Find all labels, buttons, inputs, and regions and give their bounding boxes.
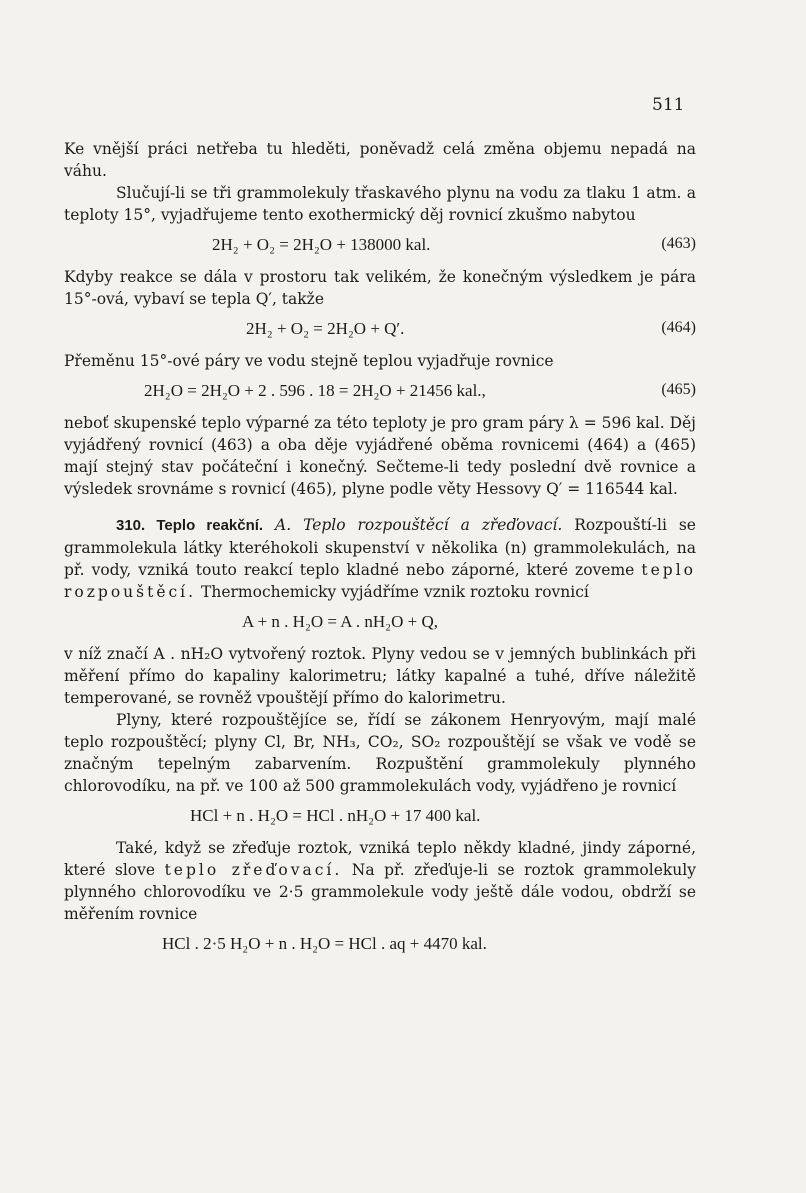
paragraph: Ke vnější práci netřeba tu hleděti, poněvadž celá změna objemu nepadá na váhu. — [64, 140, 696, 180]
paragraph: neboť skupenské teplo výparné za této teploty je pro gram páry λ = 596 kal. Děj vyjádřený rovnicí (463) a oba děje vyjádřené oběma rovnicemi (464) a (465) mají stejný stav počáteční i konečný. Sečteme-li tedy poslední dvě rovnice a výsledek srovnáme s rovnicí (465), plyne podle věty Hessovy Q′ = 116544 kal. — [64, 414, 696, 498]
equation-formula: 2H₂ + O₂ = 2H₂O + Q′. — [246, 319, 405, 338]
paragraph: Přeměnu 15°-ové páry ve vodu stejně teplou vyjadřuje rovnice — [64, 352, 554, 370]
spaced-term: teplo zřeďovací. — [164, 861, 343, 879]
equation-number: (464) — [661, 319, 696, 336]
equation-number: (463) — [661, 235, 696, 252]
text-run: Na př. zřeďuje-li se roztok grammolekuly plynného chlorovodíku ve 2·5 grammolekule vody ještě dále vodou, obdrží se měřením rovnice — [64, 861, 696, 923]
paragraph: Plyny, které rozpouštějíce se, řídí se zákonem Henryovým, mají malé teplo rozpouštěcí; plyny Cl, Br, NH₃, CO₂, SO₂ rozpouštějí se však ve vodě se značným tepelným zabarvením. Rozpuštění grammolekuly plynného chlorovodíku, na př. ve 100 až 500 grammolekulách vody, vyjádřeno je rovnicí — [64, 711, 696, 795]
equation-number: (465) — [661, 381, 696, 398]
section-310-paragraph — [64, 514, 696, 603]
section-subheading: A. Teplo rozpouštěcí a zřeďovací. — [275, 516, 563, 534]
section-heading: 310. Teplo reakční. — [116, 517, 264, 534]
equation-465 — [64, 372, 696, 412]
equation-463 — [64, 226, 696, 266]
paragraph: v níž značí A . nH₂O vytvořený roztok. Plyny vedou se v jemných bublinkách při měření přímo do kapaliny kalorimetru; látky kapalné a tuhé, dříve náležitě temperované, se rovněž vpouštějí přímo do kalorimetru. — [64, 645, 696, 707]
page-number: 511 — [652, 95, 685, 115]
equation-hcl-dissolution — [64, 797, 696, 837]
text-run: Thermochemicky vyjádříme vznik roztoku rovnicí — [201, 583, 589, 601]
equation-formula: 2H₂ + O₂ = 2H₂O + 138000 kal. — [212, 235, 431, 254]
paragraph: Kdyby reakce se dála v prostoru tak velikém, že konečným výsledkem je pára 15°-ová, vybaví se tepla Q′, takže — [64, 268, 696, 308]
equation-formula: A + n . H₂O = A . nH₂O + Q, — [242, 612, 438, 631]
paragraph — [64, 837, 696, 925]
spaced-term: teplo rozpouštěcí. — [64, 561, 696, 601]
equation-formula: HCl . 2·5 H₂O + n . H₂O = HCl . aq + 4470 kal. — [162, 934, 487, 953]
equation-solution — [64, 603, 696, 643]
text-run: Rozpouští-li se grammolekula látky kteréhokoli skupenství v několika (n) grammolekulách, na př. vody, vzniká touto reakcí teplo kladné nebo záporné, které zoveme — [64, 516, 696, 579]
equation-464 — [64, 310, 696, 350]
equation-hcl-dilution — [64, 925, 696, 965]
paragraph: Slučují-li se tři grammolekuly třaskavého plynu na vodu za tlaku 1 atm. a teploty 15°, vyjadřujeme tento exothermický děj rovnicí zkušmo nabytou — [64, 184, 696, 224]
page-body — [64, 138, 696, 965]
text-run: Také, když se zřeďuje roztok, vzniká teplo někdy kladné, jindy záporné, které slove — [64, 839, 696, 879]
equation-formula: 2H₂O = 2H₂O + 2 . 596 . 18 = 2H₂O + 21456 kal., — [144, 381, 486, 400]
equation-formula: HCl + n . H₂O = HCl . nH₂O + 17 400 kal. — [190, 806, 481, 825]
